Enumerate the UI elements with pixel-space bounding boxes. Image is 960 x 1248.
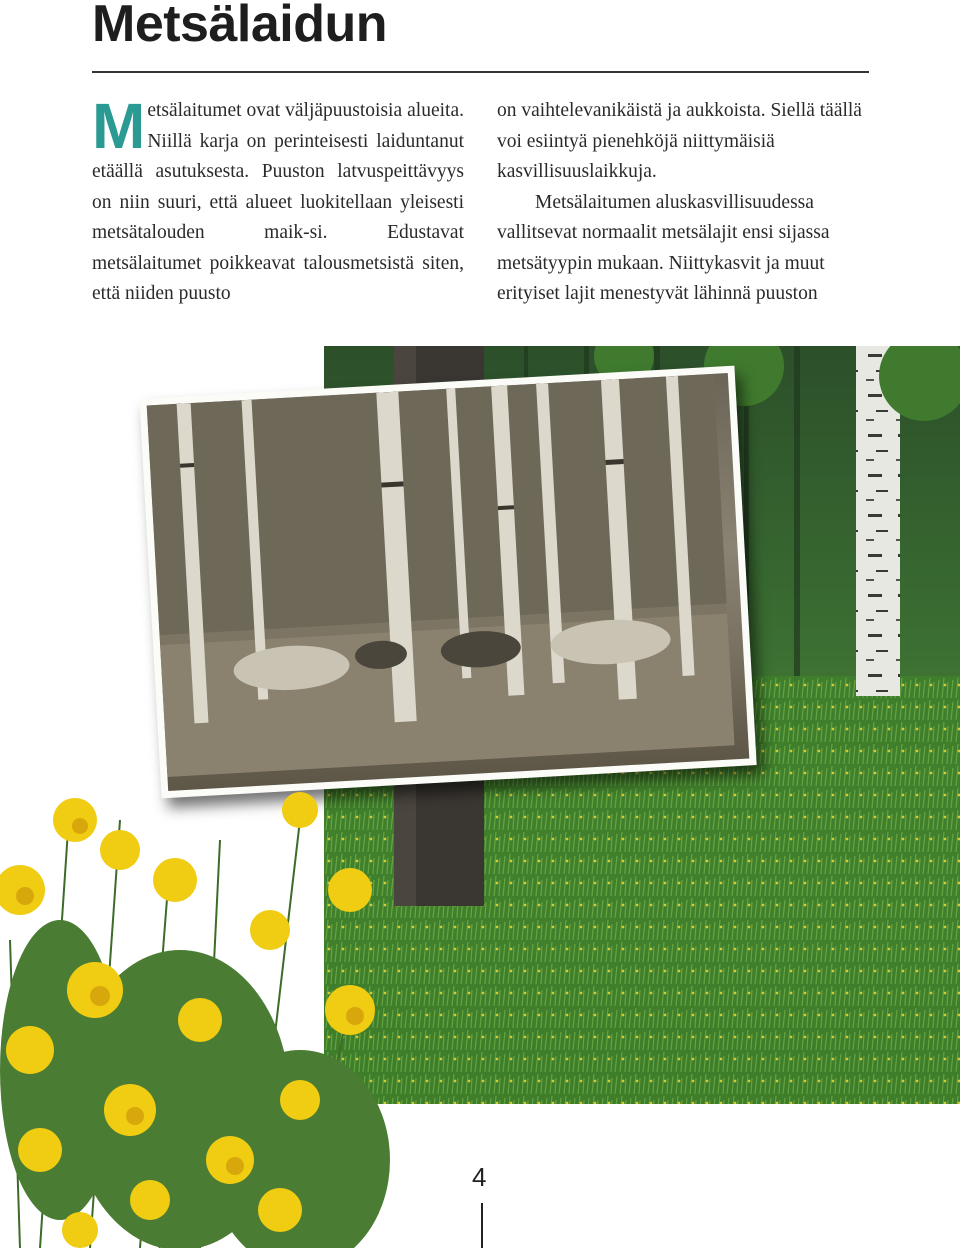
drop-cap: M <box>92 90 146 162</box>
paragraph-understory: Metsälaitumen aluskasvillisuudessa vallitsevat normaalit metsälajit ensi sijassa metsätyypin mukaan. Niittykasvit ja muut erityiset lajit menestyvät lähinnä puuston <box>497 191 830 304</box>
text-column-left <box>92 90 464 310</box>
paragraph-intro-text: etsälaitumet ovat väljäpuustoisia alueita. Niillä karja on perinteisesti laiduntanut etäällä asutuksesta. Puuston latvuspeittävyys on niin suuri, että alueet luokitellaan yleisesti metsätalouden maik-si. Edustavat metsälaitumet poikkeavat talousmetsistä siten, että niiden puusto <box>92 100 464 304</box>
text-column-right <box>497 96 869 310</box>
page-title: Metsälaidun <box>92 0 387 53</box>
historic-cattle-photo <box>147 373 750 791</box>
paragraph-intro <box>92 90 464 310</box>
yellow-flowers-image <box>0 740 400 1248</box>
title-divider <box>92 71 869 73</box>
paragraph-continued: on vaihtelevanikäistä ja aukkoista. Siellä täällä voi esiintyä pienehköjä niittymäisiä kasvillisuuslaikkuja. <box>497 100 862 182</box>
page-number: 4 <box>472 1162 487 1192</box>
flowers-illustration <box>0 740 400 1248</box>
page-number-tick <box>481 1203 483 1248</box>
historic-photo-illustration <box>147 374 735 777</box>
historic-photo-frame <box>139 366 756 799</box>
